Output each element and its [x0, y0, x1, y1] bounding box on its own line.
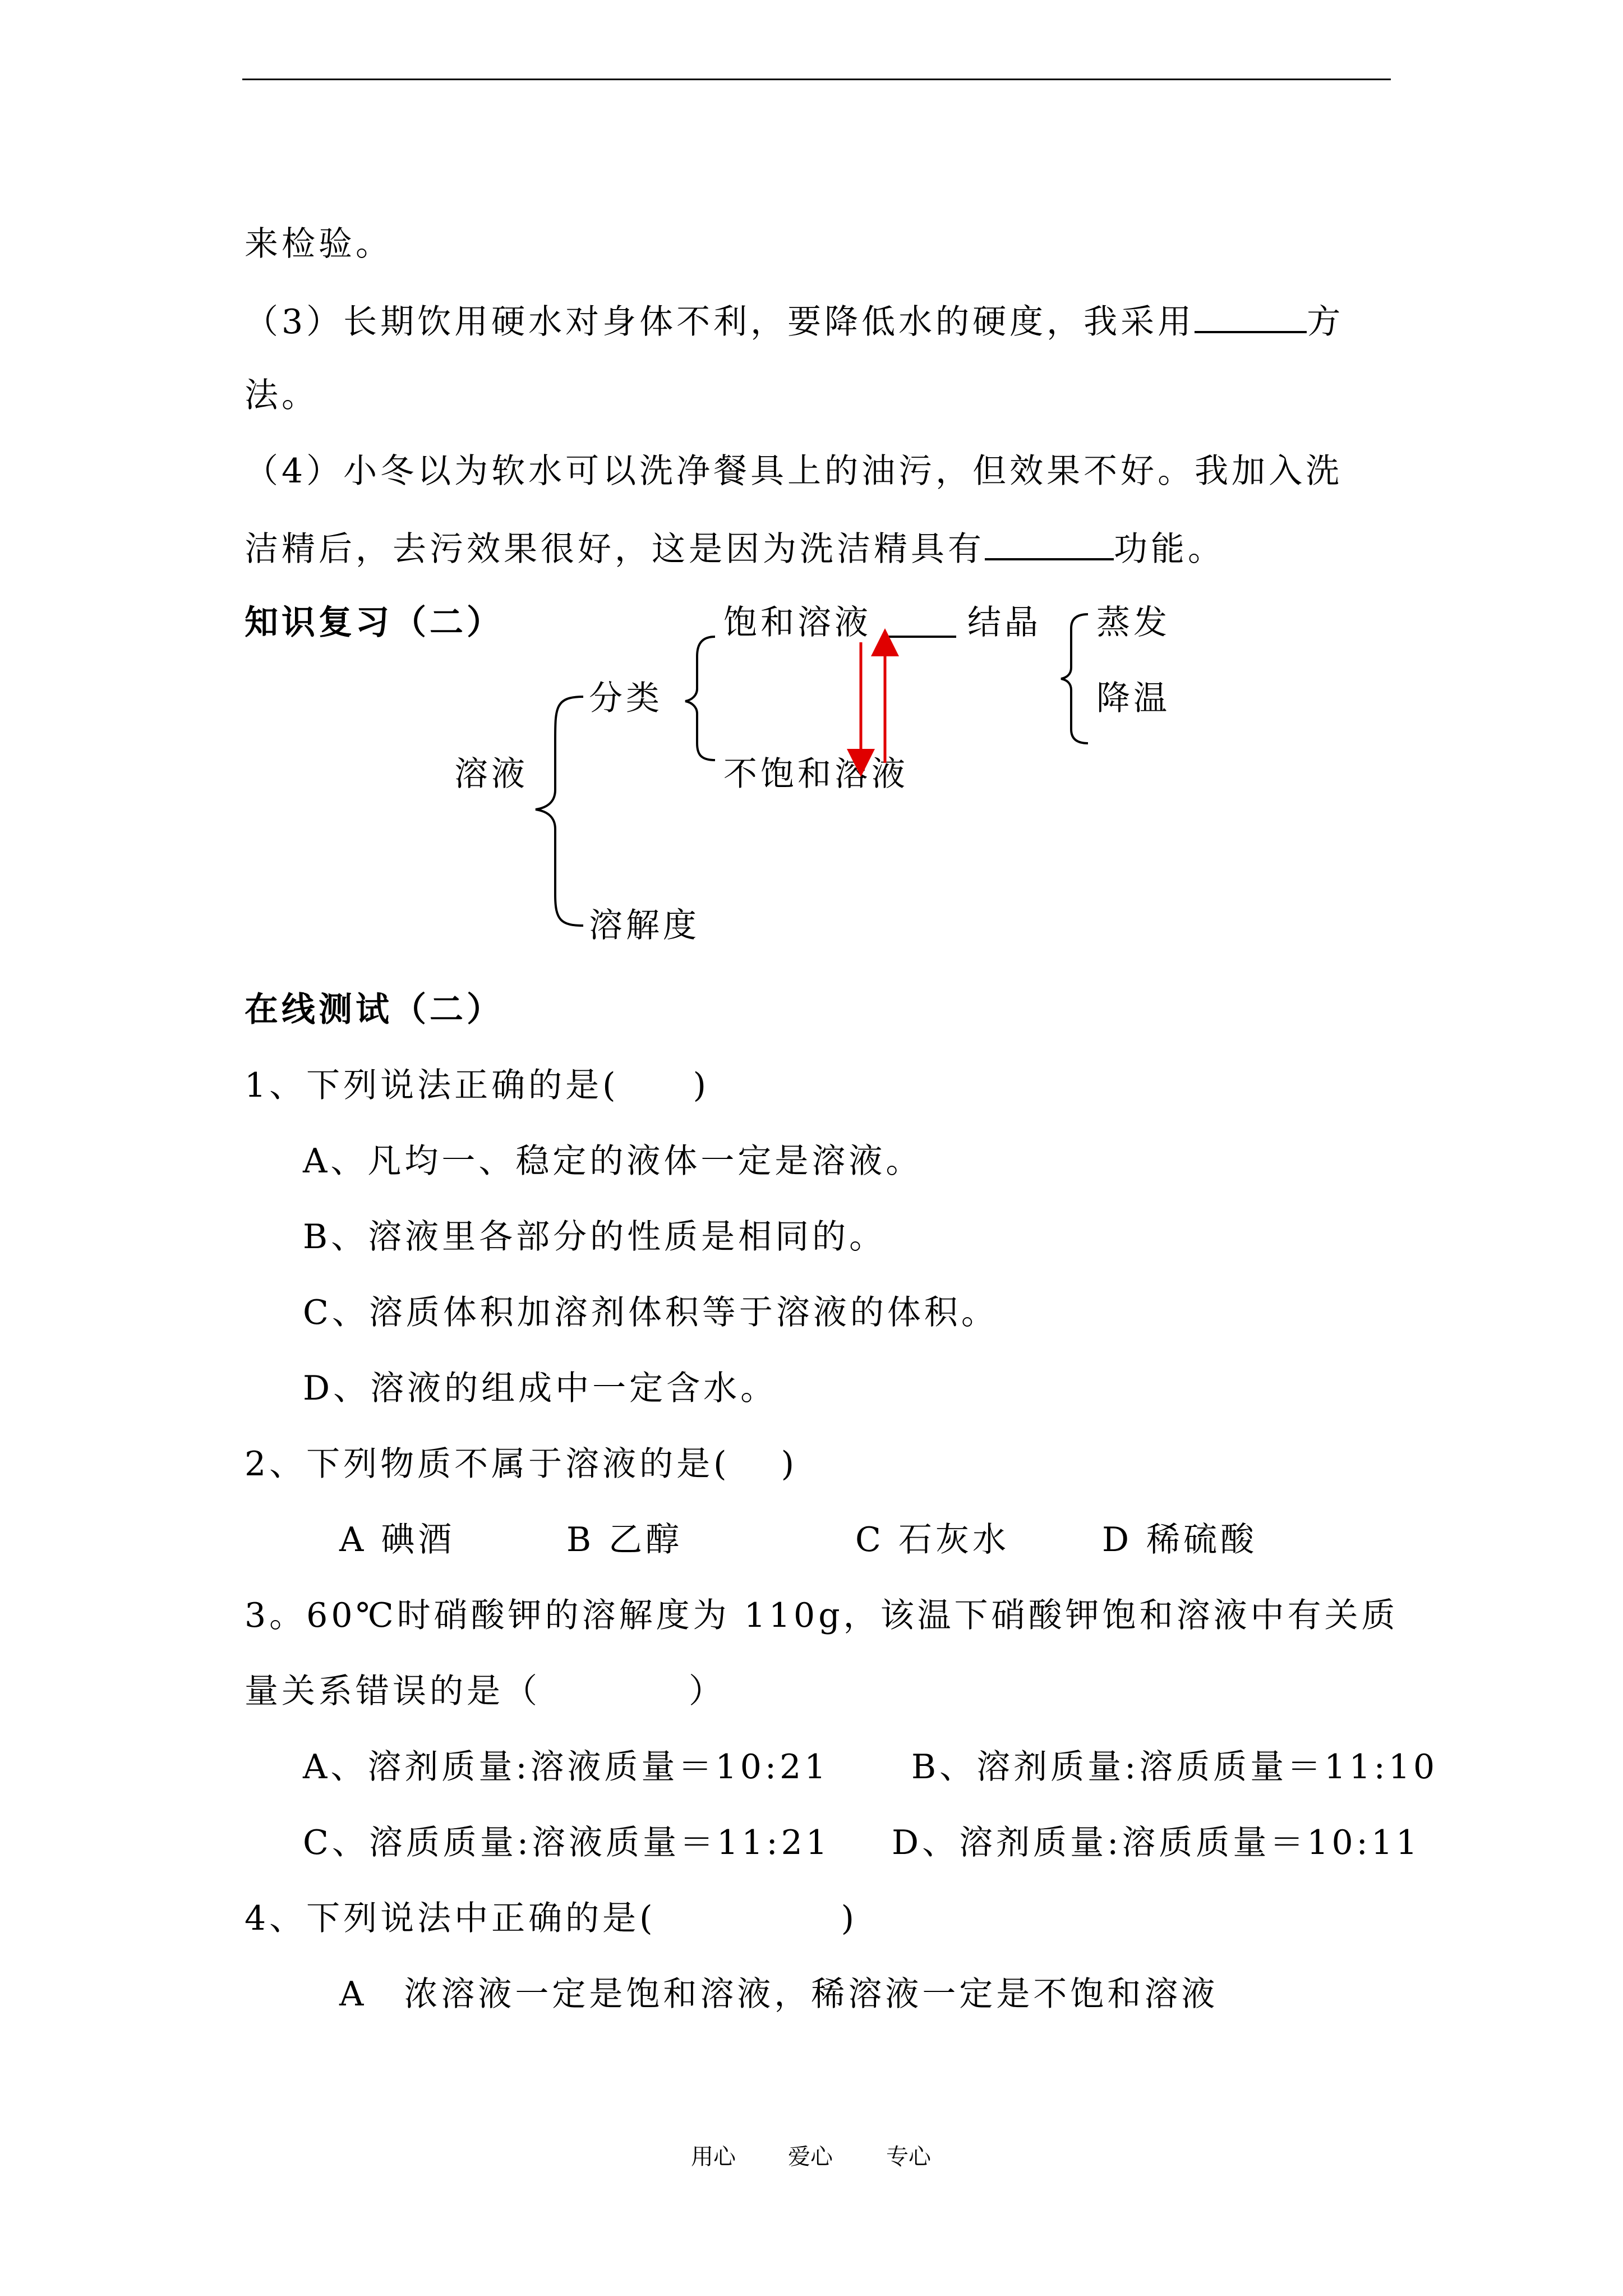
text: 功能。: [1114, 530, 1225, 569]
brace-crystallize: [1061, 614, 1088, 743]
node-evaporate: 蒸发: [1096, 603, 1170, 642]
question-2: 2、下列物质不属于溶液的是( ): [245, 1444, 798, 1484]
q3-option-b: B、溶剂质量:溶质质量＝11:10: [911, 1747, 1438, 1787]
q2-option-b: B 乙醇: [566, 1520, 683, 1559]
q1-option-a: A、凡均一、稳定的液体一定是溶液。: [303, 1142, 923, 1181]
question-1: 1、下列说法正确的是( ): [245, 1066, 709, 1105]
q3-option-d: D、溶剂质量:溶质质量＝10:11: [892, 1823, 1421, 1862]
q1-option-b: B、溶液里各部分的性质是相同的。: [303, 1217, 887, 1257]
node-saturated: 饱和溶液: [723, 603, 872, 642]
text-line: 来检验。: [245, 224, 393, 264]
q3-option-a: A、溶剂质量:溶液质量＝10:21: [303, 1747, 829, 1787]
node-unsaturated: 不饱和溶液: [723, 754, 909, 794]
q1-option-d: D、溶液的组成中一定含水。: [303, 1369, 778, 1408]
question-3-cont: 量关系错误的是（ ）: [245, 1672, 726, 1711]
brace-solution: [536, 697, 583, 926]
text: （3）长期饮用硬水对身体不利，要降低水的硬度，我采用: [245, 302, 1195, 342]
text: 洁精后，去污效果很好，这是因为洗洁精具有: [245, 530, 985, 569]
q3-option-c: C、溶质质量:溶液质量＝11:21: [303, 1823, 831, 1862]
node-cool: 降温: [1096, 679, 1170, 718]
node-solubility: 溶解度: [589, 906, 700, 945]
q2-option-d: D 稀硫酸: [1102, 1520, 1258, 1559]
node-crystallize: 结晶: [967, 603, 1041, 642]
footer-text-3: 专心: [886, 2144, 931, 2170]
brace-classify: [685, 637, 715, 760]
question-4-detergent: （4）小冬以为软水可以洗净餐具上的油污，但效果不好。我加入洗: [245, 452, 1343, 491]
footer-text-2: 爱心: [788, 2144, 833, 2170]
q2-option-a: A 碘酒: [339, 1520, 455, 1559]
test-heading: 在线测试（二）: [245, 990, 504, 1029]
question-3: 3。60℃时硝酸钾的溶解度为 110g，该温下硝酸钾饱和溶液中有关质: [245, 1596, 1399, 1635]
node-solution: 溶液: [454, 754, 528, 794]
q4-option-a: A 浓溶液一定是饱和溶液，稀溶液一定是不饱和溶液: [339, 1975, 1219, 2014]
footer-text-1: 用心: [691, 2144, 736, 2170]
q2-option-c: C 石灰水: [855, 1520, 1009, 1559]
node-classify: 分类: [589, 679, 663, 718]
question-4: 4、下列说法中正确的是( ): [245, 1899, 857, 1938]
q1-option-c: C、溶质体积加溶剂体积等于溶液的体积。: [303, 1293, 998, 1332]
text: 方: [1307, 302, 1344, 342]
text-line: 法。: [245, 376, 319, 415]
review-heading: 知识复习（二）: [245, 603, 504, 642]
